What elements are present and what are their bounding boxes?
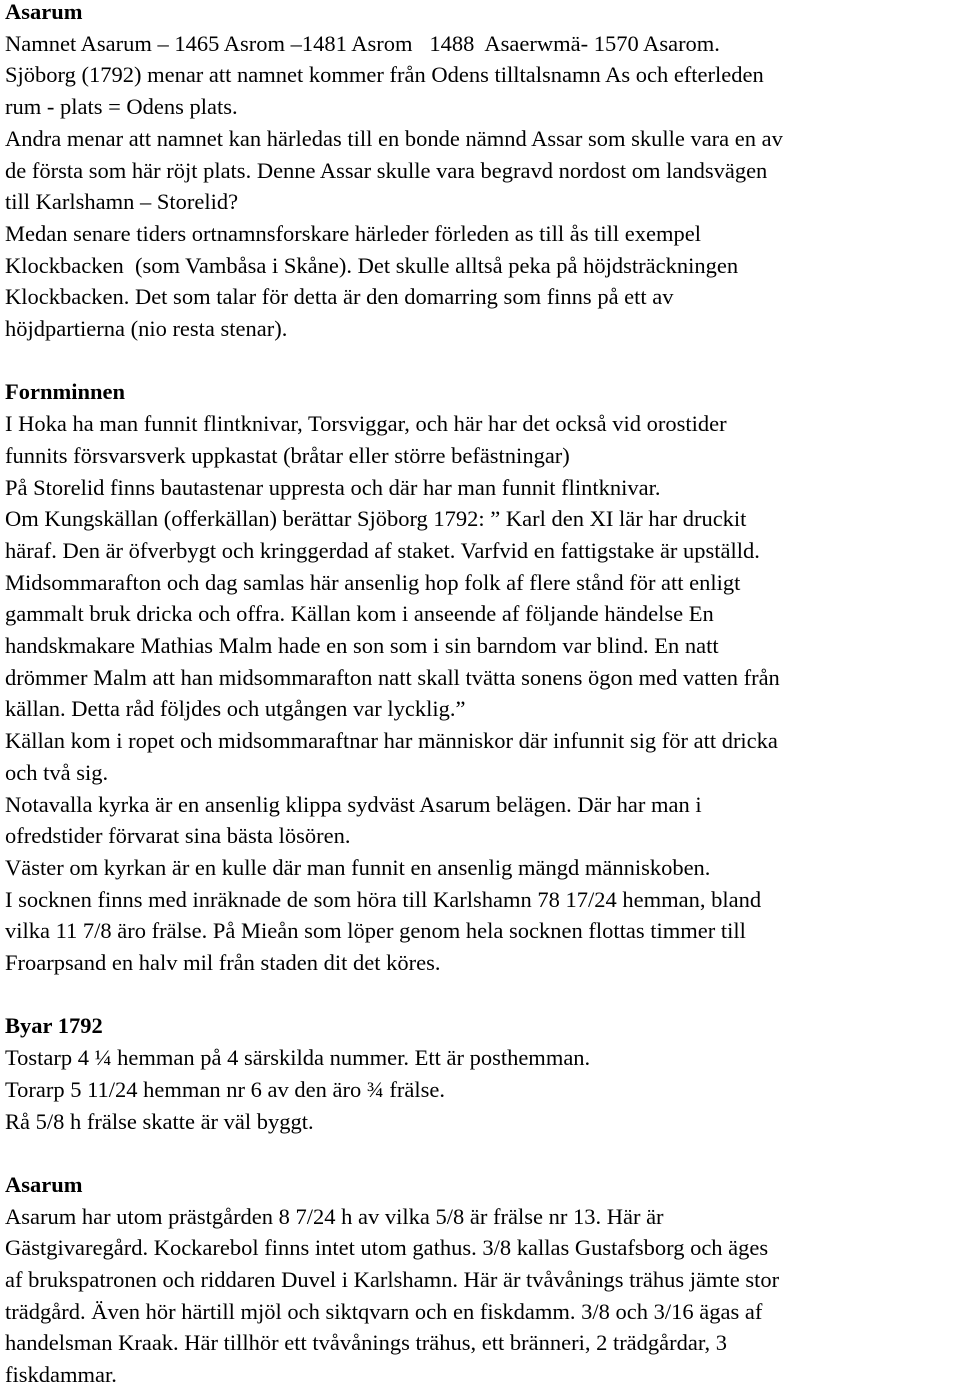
text-line: ofredstider förvarat sina bästa lösören.: [5, 823, 351, 849]
text-line: vilka 11 7/8 äro frälse. På Mieån som löper genom hela socknen flottas timmer till: [5, 918, 746, 944]
paragraph-gap: [5, 1137, 956, 1169]
text-line: drömmer Malm att han midsommarafton natt skall tvätta sonens ögon med vatten från: [5, 664, 780, 690]
paragraph-gap: [5, 979, 956, 1011]
section-asarum-intro: [5, 0, 956, 345]
text-line: I socknen finns med inräknade de som höra till Karlshamn 78 17/24 hemman, bland: [5, 886, 762, 912]
text-line: Om Kungskällan (offerkällan) berättar Sjöborg 1792: ” Karl den XI lär har druckit: [5, 506, 747, 532]
section-fornminnen: [5, 376, 956, 978]
text-line: Sjöborg (1792) menar att namnet kommer från Odens tilltalsnamn As och efterleden: [5, 62, 764, 88]
text-line: höjdpartierna (nio resta stenar).: [5, 316, 288, 342]
section-heading: Byar 1792: [5, 1013, 103, 1039]
section-asarum-villages: [5, 1169, 956, 1391]
text-line: rum - plats = Odens plats.: [5, 94, 238, 120]
section-heading: Fornminnen: [5, 379, 126, 405]
text-line: handskmakare Mathias Malm hade en son som i sin barndom var blind. En natt: [5, 633, 719, 659]
text-line: af brukspatronen och riddaren Duvel i Karlshamn. Här är tvåvånings trähus jämte stor: [5, 1267, 780, 1293]
text-line: Medan senare tiders ortnamnsforskare härleder förleden as till ås till exempel: [5, 220, 701, 246]
text-line: Midsommarafton och dag samlas här ansenlig hop folk af flere stånd för att enligt: [5, 569, 741, 595]
paragraph-gap: [5, 345, 956, 377]
text-line: de första som här röjt plats. Denne Assar skulle vara begravd nordost om landsvägen: [5, 157, 768, 183]
text-line: Väster om kyrkan är en kulle där man funnit en ansenlig mängd människoben.: [5, 854, 711, 880]
text-line: trädgård. Även hör härtill mjöl och siktqvarn och en fiskdamm. 3/8 och 3/16 ägas af: [5, 1298, 763, 1324]
text-line: till Karlshamn – Storelid?: [5, 189, 239, 215]
text-line: Gästgivaregård. Kockarebol finns intet utom gathus. 3/8 kallas Gustafsborg och äges: [5, 1235, 769, 1261]
text-line: källan. Detta råd följdes och utgången var lycklig.”: [5, 696, 466, 722]
section-heading: Asarum: [5, 1171, 83, 1197]
text-line: fiskdammar.: [5, 1362, 117, 1388]
text-line: handelsman Kraak. Här tillhör ett tvåvånings trähus, ett bränneri, 2 trädgårdar, 3: [5, 1330, 727, 1356]
text-line: Klockbacken. Det som talar för detta är den domarring som finns på ett av: [5, 284, 674, 310]
text-line: På Storelid finns bautastenar uppresta och där har man funnit flintknivar.: [5, 474, 661, 500]
text-line: I Hoka ha man funnit flintknivar, Torsviggar, och här har det också vid orostider: [5, 411, 727, 437]
text-line: funnits försvarsverk uppkastat (bråtar eller större befästningar): [5, 442, 570, 468]
text-line: Klockbacken (som Vambåsa i Skåne). Det skulle alltså peka på höjdsträckningen: [5, 252, 739, 278]
text-line: Andra menar att namnet kan härledas till en bonde nämnd Assar som skulle vara en av: [5, 125, 783, 151]
text-line: häraf. Den är öfverbygt och kringgerdad af staket. Varfvid en fattigstake är upställd.: [5, 537, 760, 563]
text-line: och två sig.: [5, 759, 109, 785]
text-line: Namnet Asarum – 1465 Asrom –1481 Asrom 1488 Asaerwmä- 1570 Asarom.: [5, 30, 720, 56]
section-heading: Asarum: [5, 0, 83, 24]
text-line: Rå 5/8 h frälse skatte är väl byggt.: [5, 1108, 314, 1134]
text-line: gammalt bruk dricka och offra. Källan kom i anseende af följande händelse En: [5, 601, 714, 627]
text-line: Asarum har utom prästgården 8 7/24 h av vilka 5/8 är frälse nr 13. Här är: [5, 1203, 664, 1229]
text-line: Notavalla kyrka är en ansenlig klippa sydväst Asarum belägen. Där har man i: [5, 791, 702, 817]
text-line: Froarpsand en halv mil från staden dit det köres.: [5, 950, 441, 976]
text-line: Källan kom i ropet och midsommaraftnar har människor där infunnit sig för att dricka: [5, 728, 778, 754]
section-byar-1792: [5, 1010, 956, 1137]
text-line: Tostarp 4 ¼ hemman på 4 särskilda nummer. Ett är posthemman.: [5, 1045, 591, 1071]
text-line: Torarp 5 11/24 hemman nr 6 av den äro ¾ frälse.: [5, 1076, 445, 1102]
